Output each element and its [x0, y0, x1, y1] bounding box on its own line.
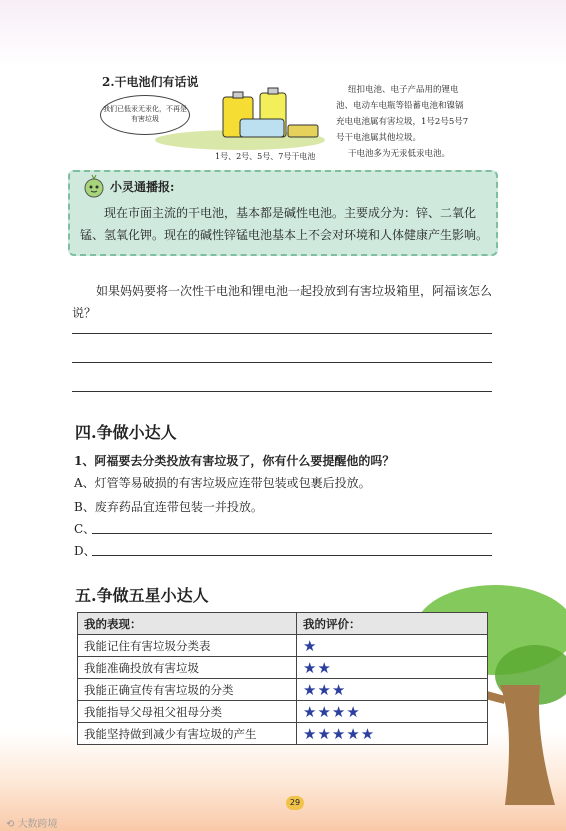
table-row — [78, 723, 488, 745]
note-line: 充电电池属有害垃圾，1号2号5号7 — [336, 117, 469, 127]
watermark: ⟲ 大数跨境 — [6, 819, 58, 830]
note-line: 干电池多为无汞低汞电池。 — [348, 149, 451, 159]
star-rating[interactable] — [297, 657, 488, 679]
section5-title: 五.争做五星小达人 — [75, 586, 209, 605]
option-d-answer-line[interactable] — [92, 555, 492, 556]
battery-note — [336, 82, 508, 162]
battery-label: 1号、2号、5号、7号干电池 — [215, 152, 316, 161]
self-evaluation-table — [77, 612, 488, 745]
option-b: B、废弃药品宜连带包装一并投放。 — [74, 500, 263, 514]
answer-line[interactable] — [72, 391, 492, 392]
option-c-answer-line[interactable] — [92, 533, 492, 534]
answer-line[interactable] — [72, 362, 492, 363]
table-row — [78, 657, 488, 679]
header-evaluation: 我的评价： — [297, 613, 488, 635]
star-icon: ★★★ — [303, 680, 347, 699]
note-line: 池、电动车电瓶等铅蓄电池和镍镉 — [336, 101, 464, 111]
question-text: 如果妈妈要将一次性干电池和锂电池一起投放到有害垃圾箱里，阿福该怎么说？ — [72, 284, 493, 320]
info-callout — [68, 170, 498, 256]
section4-question: 1、阿福要去分类投放有害垃圾了，你有什么要提醒他的吗？ — [74, 454, 395, 468]
table-row — [78, 635, 488, 657]
row-text: 我能正确宣传有害垃圾的分类 — [78, 679, 297, 701]
callout-title: 小灵通播报: — [110, 180, 175, 194]
table-row — [78, 701, 488, 723]
callout-body: 现在市面主流的干电池，基本都是碱性电池。主要成分为：锌、二氧化锰、氢氧化钾。现在的碱性锌锰电池基本上不会对环境和人体健康产生影响。 — [80, 206, 489, 242]
speech-bubble: 我们已低汞无汞化，不再是有害垃圾 — [100, 95, 190, 135]
star-icon: ★★ — [303, 658, 332, 677]
star-rating[interactable] — [297, 679, 488, 701]
section4-title: 四.争做小达人 — [75, 423, 177, 442]
table-header-row — [78, 613, 488, 635]
mascot-icon — [82, 174, 106, 198]
row-text: 我能指导父母祖父祖母分类 — [78, 701, 297, 723]
row-text: 我能坚持做到减少有害垃圾的产生 — [78, 723, 297, 745]
row-text: 我能记住有害垃圾分类表 — [78, 635, 297, 657]
answer-line[interactable] — [72, 333, 492, 334]
watermark-logo-icon: ⟲ — [6, 819, 18, 830]
star-rating[interactable] — [297, 635, 488, 657]
option-d: D、 — [74, 544, 96, 558]
star-rating[interactable] — [297, 723, 488, 745]
star-icon: ★ — [303, 636, 318, 655]
note-line: 号干电池属其他垃圾。 — [336, 133, 422, 143]
header-performance: 我的表现： — [78, 613, 297, 635]
row-text: 我能准确投放有害垃圾 — [78, 657, 297, 679]
option-a: A、灯管等易破损的有害垃圾应连带包装或包裹后投放。 — [74, 476, 371, 490]
table-row — [78, 679, 488, 701]
page-number: 29 — [286, 796, 304, 810]
section2-title: 2.干电池们有话说 — [102, 75, 199, 89]
star-icon: ★★★★ — [303, 702, 361, 721]
star-rating[interactable] — [297, 701, 488, 723]
note-line: 纽扣电池、电子产品用的锂电 — [348, 85, 459, 95]
star-icon: ★★★★★ — [303, 724, 376, 743]
option-c: C、 — [74, 522, 96, 536]
